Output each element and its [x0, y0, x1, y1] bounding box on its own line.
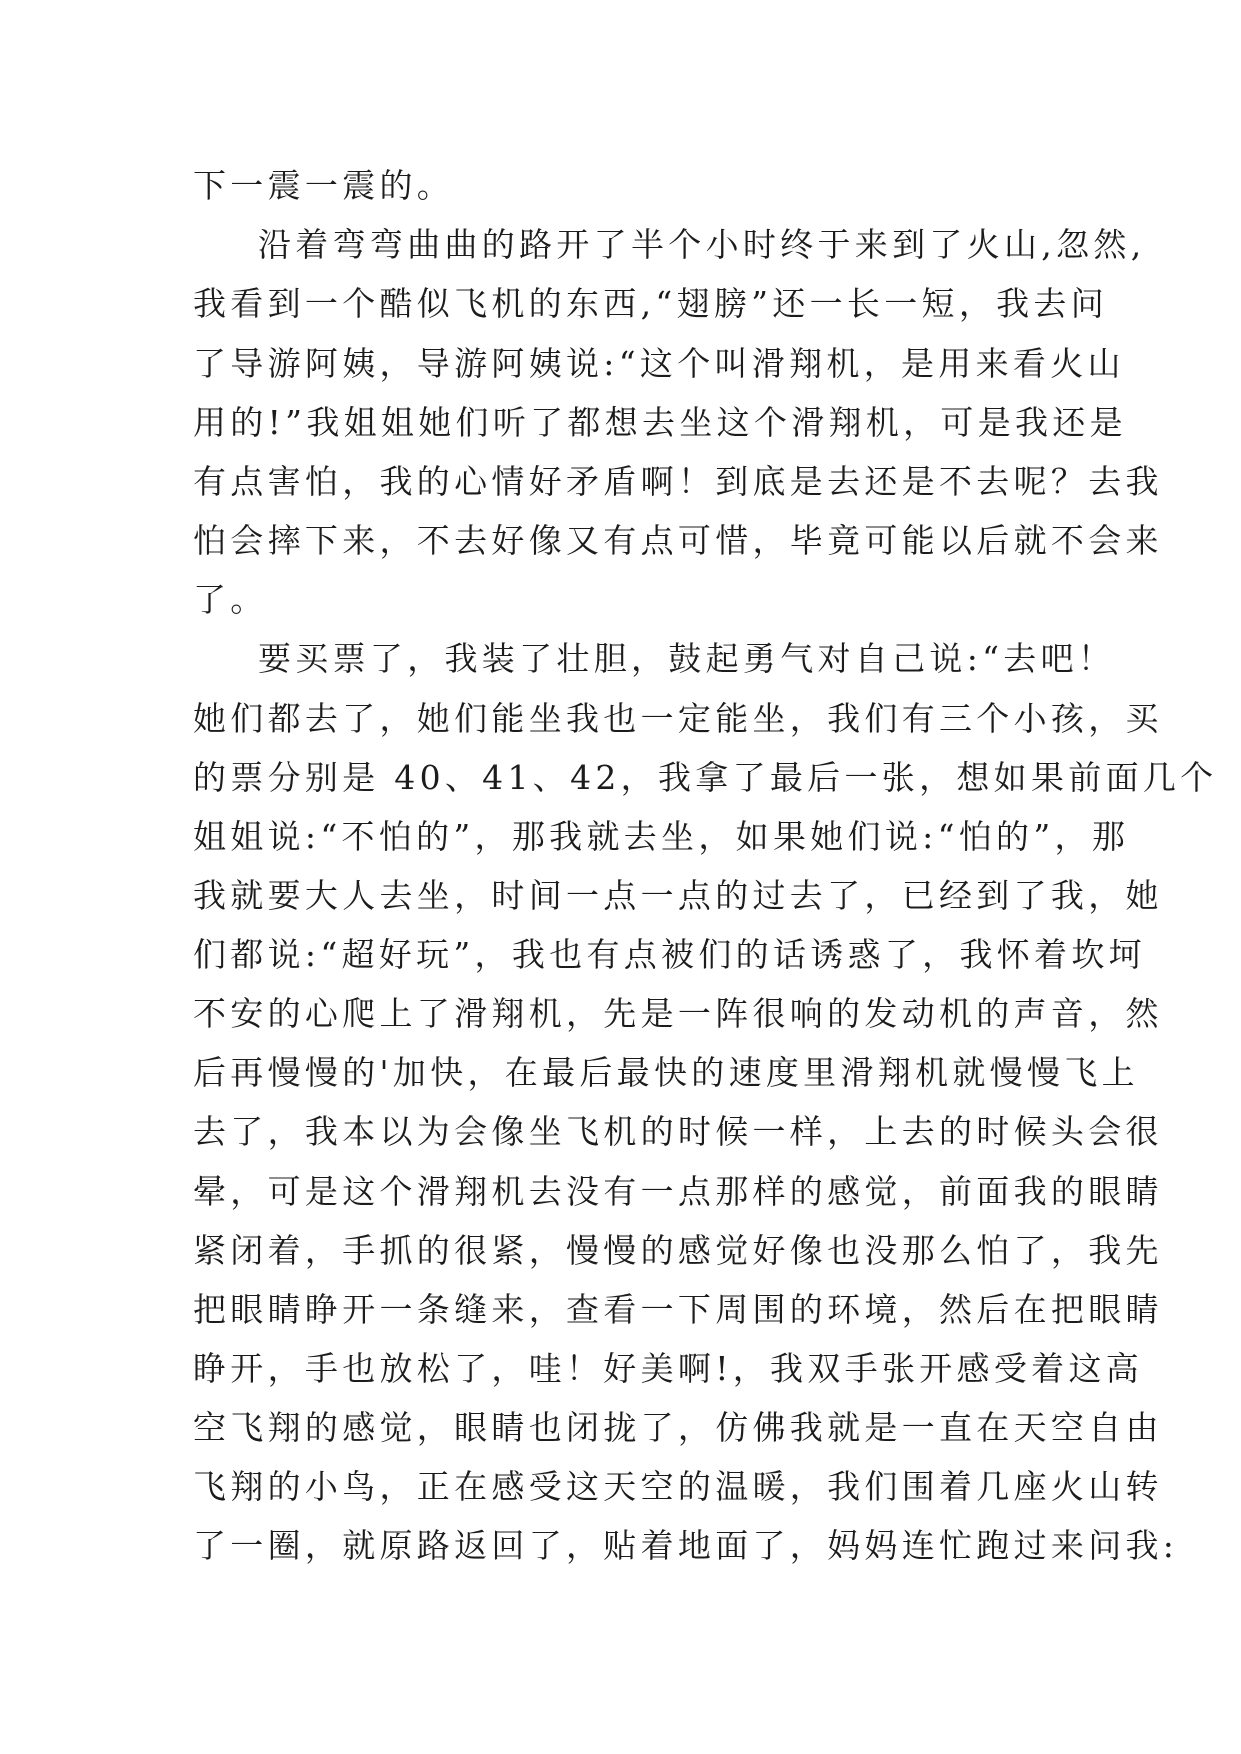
- text-line: 我看到一个酷似飞机的东西,“翅膀”还一长一短，我去问: [193, 284, 1109, 323]
- text-line: 空飞翔的感觉，眼睛也闭拢了，仿佛我就是一直在天空自由: [193, 1408, 1163, 1447]
- text-line: 用的!”我姐姐她们听了都想去坐这个滑翔机，可是我还是: [193, 403, 1127, 442]
- paragraph-start-line: 要买票了，我装了壮胆，鼓起勇气对自己说:“去吧！: [258, 639, 1116, 678]
- text-line: 下一震一震的。: [193, 166, 455, 205]
- text-line: 去了，我本以为会像坐飞机的时候一样，上去的时候头会很: [193, 1112, 1163, 1151]
- text-line: 不安的心爬上了滑翔机，先是一阵很响的发动机的声音，然: [193, 994, 1163, 1033]
- text-line: 有点害怕，我的心情好矛盾啊！到底是去还是不去呢？去我: [193, 462, 1163, 501]
- text-line: 了。: [193, 580, 268, 619]
- text-line: 她们都去了，她们能坐我也一定能坐，我们有三个小孩，买: [193, 699, 1163, 738]
- text-line: 们都说:“超好玩”，我也有点被们的话诱惑了，我怀着坎坷: [193, 935, 1146, 974]
- text-line: 的票分别是 40、41、42，我拿了最后一张，想如果前面几个: [193, 758, 1218, 797]
- text-line: 怕会摔下来，不去好像又有点可惜，毕竟可能以后就不会来: [193, 521, 1163, 560]
- text-line: 了导游阿姨，导游阿姨说:“这个叫滑翔机，是用来看火山: [193, 344, 1125, 383]
- text-line: 我就要大人去坐，时间一点一点的过去了，已经到了我，她: [193, 876, 1163, 915]
- text-line: 了一圈，就原路返回了，贴着地面了，妈妈连忙跑过来问我:: [193, 1526, 1179, 1565]
- text-line: 紧闭着，手抓的很紧，慢慢的感觉好像也没那么怕了，我先: [193, 1231, 1163, 1270]
- text-line: 姐姐说:“不怕的”，那我就去坐，如果她们说:“怕的”，那: [193, 817, 1130, 856]
- text-line: 晕，可是这个滑翔机去没有一点那样的感觉，前面我的眼睛: [193, 1172, 1163, 1211]
- text-line: 睁开，手也放松了，哇！好美啊!，我双手张开感受着这高: [193, 1349, 1144, 1388]
- text-line: 飞翔的小鸟，正在感受这天空的温暖，我们围着几座火山转: [193, 1467, 1163, 1506]
- text-line: 把眼睛睁开一条缝来，查看一下周围的环境，然后在把眼睛: [193, 1290, 1163, 1329]
- paragraph-start-line: 沿着弯弯曲曲的路开了半个小时终于来到了火山,忽然,: [258, 225, 1146, 264]
- text-line: 后再慢慢的'加快，在最后最快的速度里滑翔机就慢慢飞上: [193, 1053, 1139, 1092]
